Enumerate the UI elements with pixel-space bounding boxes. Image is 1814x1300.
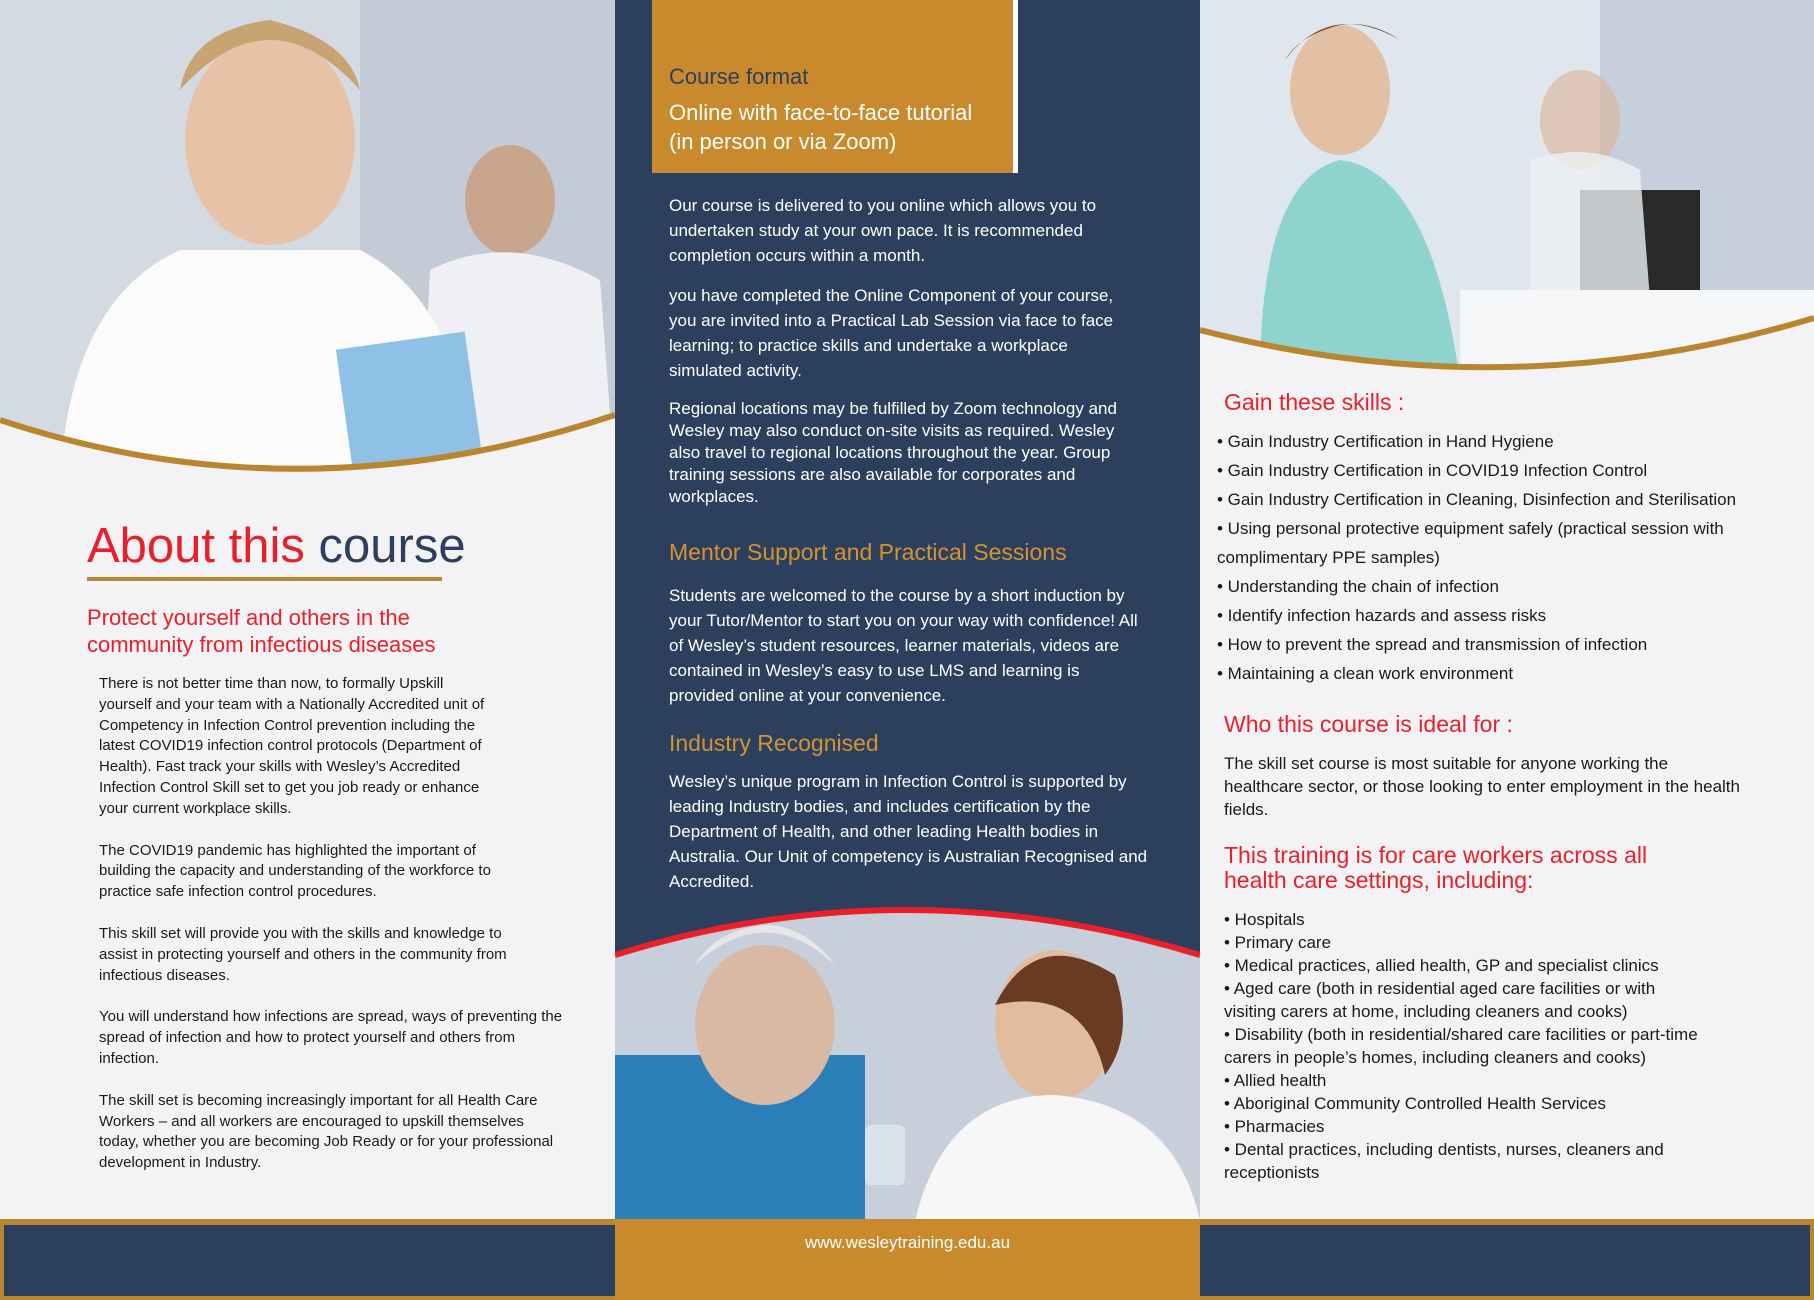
- setting-item: • Aboriginal Community Controlled Health Services: [1224, 1094, 1607, 1113]
- about-body: [99, 674, 569, 1195]
- setting-item: • Aged care (both in residential aged care facilities or with: [1224, 979, 1656, 998]
- format-paragraph: you have completed the Online Component of your course, you are invited into a Practical Lab Session via face to face learning; to practice skills and undertake a workplace simulated activity.: [669, 286, 1114, 380]
- setting-item: • Allied health: [1224, 1071, 1327, 1090]
- page-title: [87, 518, 466, 574]
- ideal-for-heading: Who this course is ideal for :: [1224, 711, 1513, 737]
- gold-curve-divider: [0, 0, 615, 500]
- settings-heading-line: This training is for care workers across all: [1224, 842, 1648, 868]
- subheading-line: community from infectious diseases: [87, 632, 436, 657]
- format-value-line: (in person or via Zoom): [669, 129, 897, 154]
- title-navy-part: course: [318, 519, 466, 573]
- setting-item: receptionists: [1224, 1163, 1320, 1182]
- title-red-part: About this: [87, 519, 305, 573]
- subheading-line: Protect yourself and others in the: [87, 605, 410, 630]
- course-format-panel: [615, 0, 1200, 1221]
- course-format-value: [669, 98, 972, 156]
- format-value-line: Online with face-to-face tutorial: [669, 100, 973, 125]
- about-paragraph: There is not better time than now, to formally Upskill yourself and your team with a Nationally Accredited unit of Competency in Infection Control prevention including the latest COVID19 infection control protocols (Department of Health). Fast track your skills with Wesley’s Accredited Infection Control Skill set to get you job ready or enhance your current workplace skills.: [99, 675, 485, 817]
- format-paragraph: Regional locations may be fulfilled by Zoom technology and Wesley may also conduct on-site visits as required. Wesley also travel to regional locations throughout the year. Group training sessions are also available for corporates and workplaces.: [669, 399, 1117, 506]
- setting-item: • Pharmacies: [1224, 1117, 1325, 1136]
- title-underline: [87, 577, 442, 581]
- skills-list: [1217, 427, 1736, 688]
- industry-text: Wesley’s unique program in Infection Control is supported by leading Industry bodies, and includes certification by the Department of Health, and other leading Health bodies in Australia. Our Unit of competency is Australian Recognised and Accredited.: [669, 772, 1148, 891]
- about-paragraph: This skill set will provide you with the skills and knowledge to assist in protecting yourself and others in the community from infectious diseases.: [99, 924, 507, 984]
- setting-item: • Hospitals: [1224, 910, 1305, 929]
- skill-item: • Gain Industry Certification in Cleaning, Disinfection and Sterilisation: [1217, 490, 1737, 509]
- setting-item: • Primary care: [1224, 933, 1332, 952]
- settings-heading: [1224, 843, 1647, 893]
- footer-left-block: [4, 1225, 615, 1296]
- course-format-box: [652, 0, 1018, 173]
- setting-item: carers in people’s homes, including cleaners and cooks): [1224, 1048, 1647, 1067]
- footer-center-block: [615, 1219, 1200, 1300]
- skill-item: • Using personal protective equipment safely (practical session with: [1217, 519, 1724, 538]
- skills-panel: [1200, 0, 1814, 1221]
- setting-item: • Dental practices, including dentists, nurses, cleaners and: [1224, 1140, 1664, 1159]
- setting-item: visiting carers at home, including cleaners and cooks): [1224, 1002, 1628, 1021]
- settings-list: [1224, 908, 1698, 1184]
- about-subheading: [87, 604, 435, 658]
- setting-item: • Medical practices, allied health, GP and specialist clinics: [1224, 956, 1659, 975]
- skill-item: • Maintaining a clean work environment: [1217, 664, 1514, 683]
- skill-item: • Gain Industry Certification in COVID19 Infection Control: [1217, 461, 1648, 480]
- website-link[interactable]: www.wesleytraining.edu.au: [804, 1233, 1011, 1252]
- industry-heading: Industry Recognised: [669, 730, 879, 756]
- mentor-text: Students are welcomed to the course by a short induction by your Tutor/Mentor to start you on your way with confidence! All of Wesley’s student resources, learner materials, videos are contained in Wesley’s easy to use LMS and learning is provided online at your convenience.: [669, 586, 1138, 705]
- footer: [0, 1219, 1814, 1300]
- skill-item: • Identify infection hazards and assess risks: [1217, 606, 1547, 625]
- skill-item: • Understanding the chain of infection: [1217, 577, 1499, 596]
- settings-heading-line: health care settings, including:: [1224, 867, 1534, 893]
- skill-item: • Gain Industry Certification in Hand Hygiene: [1217, 432, 1554, 451]
- setting-item: • Disability (both in residential/shared care facilities or part-time: [1224, 1025, 1698, 1044]
- about-paragraph: The COVID19 pandemic has highlighted the important of building the capacity and understanding of the workforce to practice safe infection control procedures.: [99, 841, 491, 901]
- gold-curve-divider: [1200, 0, 1814, 400]
- nurse-with-elderly-patient-photo: [615, 905, 1200, 1221]
- skill-item: • How to prevent the spread and transmission of infection: [1217, 635, 1648, 654]
- ideal-for-text: The skill set course is most suitable for anyone working the healthcare sector, or those looking to enter employment in the health fields.: [1224, 754, 1740, 819]
- course-format-label: Course format: [669, 64, 809, 89]
- red-arc-divider: [615, 905, 1200, 985]
- skills-heading: Gain these skills :: [1224, 389, 1405, 415]
- footer-right-block: [1200, 1225, 1810, 1296]
- skill-item: complimentary PPE samples): [1217, 548, 1440, 567]
- about-panel: [0, 0, 615, 1221]
- format-body: [669, 193, 1149, 508]
- mentor-heading: Mentor Support and Practical Sessions: [669, 539, 1067, 565]
- about-paragraph: The skill set is becoming increasingly important for all Health Care Workers – and all workers are encouraged to upskill themselves today, whether you are becoming Job Ready or for your professional development in Industry.: [99, 1091, 554, 1172]
- format-paragraph: Our course is delivered to you online which allows you to undertaken study at your own pace. It is recommended completion occurs within a month.: [669, 196, 1097, 265]
- about-paragraph: You will understand how infections are spread, ways of preventing the spread of infection and how to protect yourself and others from infection.: [99, 1008, 563, 1067]
